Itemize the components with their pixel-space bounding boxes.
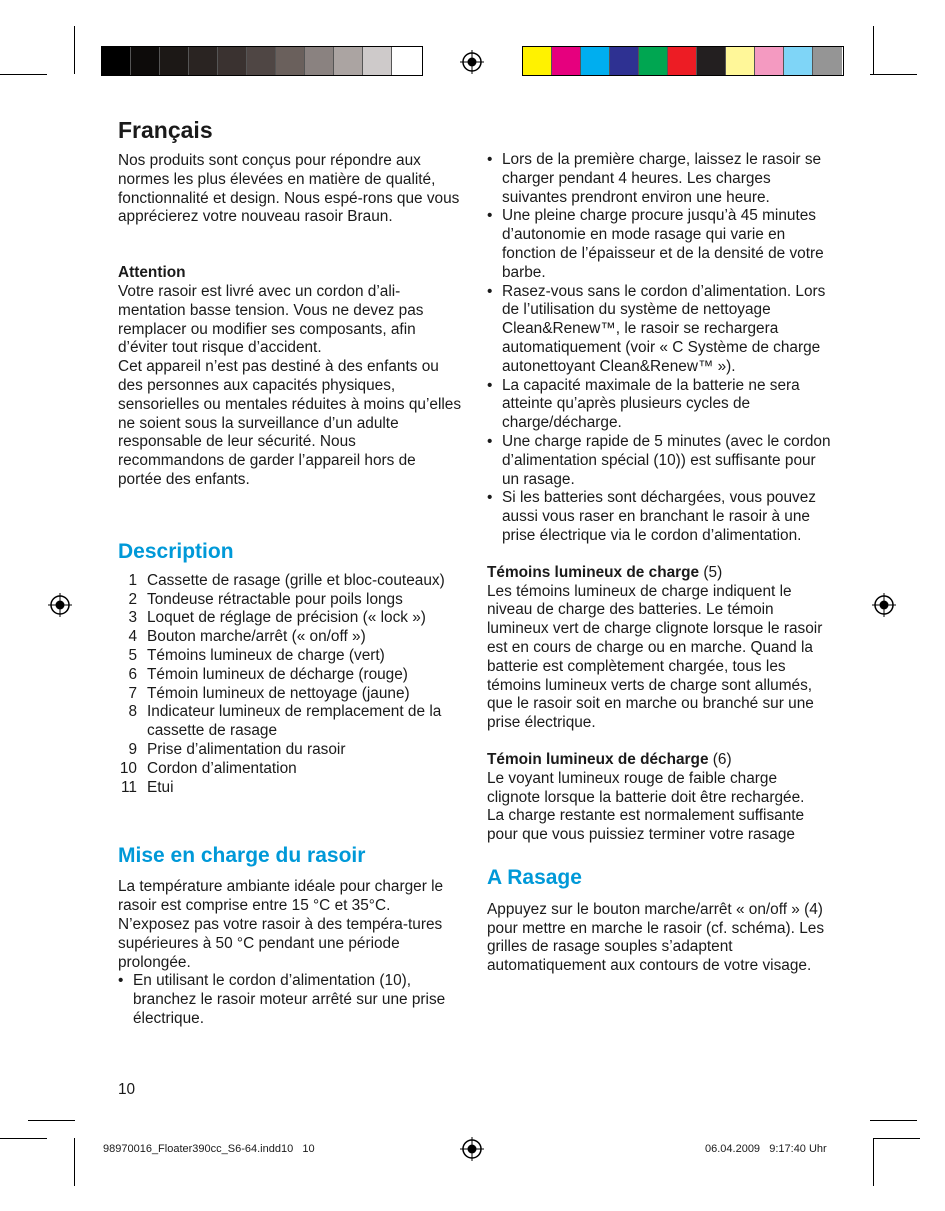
page-title: Français (118, 117, 213, 143)
color-swatch (276, 47, 305, 75)
color-swatch (160, 47, 189, 75)
color-swatch (726, 47, 755, 75)
grayscale-color-bar (101, 46, 423, 76)
discharge-heading-line (487, 751, 832, 770)
attention-paragraph: Cet appareil n’est pas destiné à des enfants ou des personnes aux capacités physiques, sensorielles ou mentales réduites à moins qu’elles ne soient sous la surveillance d’un adulte responsable de leur sécurité. Nous recommandons de garder l’appareil hors de portée des enfants. (118, 358, 462, 488)
list-item (118, 628, 463, 647)
color-swatch (784, 47, 813, 75)
list-item: • La capacité maximale de la batterie ne sera atteinte qu’après plusieurs cycles de charge/décharge. (487, 377, 832, 433)
discharge-paragraph: La charge restante est normalement suffisante pour que vous puissiez terminer votre rasage (487, 807, 805, 844)
item-number: 5 (128, 646, 137, 664)
right-column (487, 151, 832, 976)
list-item (118, 741, 463, 760)
list-item: • Une pleine charge procure jusqu’à 45 minutes d’autonomie en mode rasage qui varie en fonction de l’épaisseur et de la densité de votre barbe. (487, 207, 832, 282)
color-swatch (610, 47, 639, 75)
item-text: Indicateur lumineux de remplacement de la cassette de rasage (147, 703, 442, 740)
discharge-heading: Témoin lumineux de décharge (487, 750, 709, 768)
charging-bullet-list (118, 972, 463, 1028)
color-swatch (392, 47, 421, 75)
charge-lights-heading-line (487, 564, 832, 583)
list-item (118, 703, 463, 741)
shaving-paragraph: Appuyez sur le bouton marche/arrêt « on/off » (4) pour mettre en marche le rasoir (cf. schéma). Les grilles de rasage souples s’adaptent automatiquement aux contours de votre visage. (487, 900, 825, 975)
attention-paragraph: Votre rasoir est livré avec un cordon d’ali-mentation basse tension. Vous ne devez pas remplacer ou modifier ses composants, afin d’éviter tout risque d’accident. (118, 282, 424, 357)
item-text: Loquet de réglage de précision (« lock ») (147, 609, 426, 627)
color-swatch (334, 47, 363, 75)
list-item (118, 760, 463, 779)
item-text: Témoin lumineux de nettoyage (jaune) (147, 684, 410, 702)
description-list (118, 572, 463, 798)
item-text: Témoins lumineux de charge (vert) (147, 646, 385, 664)
list-item: • Une charge rapide de 5 minutes (avec le cordon d’alimentation spécial (10)) est suffisante pour un rasage. (487, 433, 832, 489)
charging-tips-list (487, 151, 832, 546)
charge-lights-paragraph: Les témoins lumineux de charge indiquent le niveau de charge des batteries. Le témoin lumineux vert de charge clignote lorsque le rasoir est en cours de charge ou en marche. Quand la batterie est complètement chargée, tous les témoins lumineux verts de charge sont allumés, que le rasoir soit en marche ou branché sur une prise électrique. (487, 582, 823, 732)
item-text: Tondeuse rétractable pour poils longs (147, 590, 403, 608)
color-swatch (523, 47, 552, 75)
list-item (118, 591, 463, 610)
color-swatch (639, 47, 668, 75)
list-item: • Rasez-vous sans le cordon d’alimentation. Lors de l’utilisation du système de nettoyage Clean&Renew™, le rasoir se rechargera automatiquement (voir « C Système de charge autonettoyant Clean&Renew™ »). (487, 283, 832, 377)
list-item (118, 685, 463, 704)
color-swatch (131, 47, 160, 75)
discharge-ref: (6) (708, 750, 732, 768)
footer-file-info: 98970016_Floater390cc_S6-64.indd10 10 (103, 1143, 315, 1155)
list-item (118, 779, 463, 798)
color-swatch (755, 47, 784, 75)
charge-lights-heading: Témoins lumineux de charge (487, 563, 700, 581)
color-swatch (813, 47, 842, 75)
color-swatch (668, 47, 697, 75)
color-swatch (102, 47, 131, 75)
color-swatch (189, 47, 218, 75)
page-number: 10 (118, 1081, 136, 1098)
registration-mark-icon (872, 593, 896, 617)
item-text: Prise d’alimentation du rasoir (147, 740, 346, 758)
item-number: 4 (128, 628, 137, 646)
list-item (118, 666, 463, 685)
item-number: 2 (128, 590, 137, 608)
list-item (118, 647, 463, 666)
item-number: 7 (128, 684, 137, 702)
item-text: Témoin lumineux de décharge (rouge) (147, 665, 408, 683)
item-number: 1 (128, 571, 137, 589)
item-text: Etui (147, 778, 174, 796)
color-swatch (552, 47, 581, 75)
color-swatch (581, 47, 610, 75)
item-number: 10 (119, 759, 137, 777)
item-number: 3 (128, 609, 137, 627)
item-text: Cassette de rasage (grille et bloc-couteaux) (147, 571, 445, 589)
charge-lights-ref: (5) (699, 563, 723, 581)
item-number: 8 (128, 703, 137, 721)
shaving-heading: A Rasage (487, 865, 582, 889)
list-item: • En utilisant le cordon d’alimentation (10), branchez le rasoir moteur arrêté sur une prise électrique. (118, 972, 463, 1028)
list-item (118, 609, 463, 628)
left-column (118, 116, 463, 1029)
discharge-paragraph: Le voyant lumineux rouge de faible charge clignote lorsque la batterie doit être rechargée. (487, 769, 805, 806)
color-swatch (363, 47, 392, 75)
item-text: Bouton marche/arrêt (« on/off ») (147, 628, 366, 646)
footer-timestamp: 06.04.2009 9:17:40 Uhr (705, 1143, 827, 1155)
list-item: • Lors de la première charge, laissez le rasoir se charger pendant 4 heures. Les charges suivantes prendront environ une heure. (487, 151, 832, 207)
registration-mark-icon (460, 1137, 484, 1161)
item-number: 9 (128, 740, 137, 758)
item-text: Cordon d’alimentation (147, 759, 297, 777)
item-number: 11 (121, 778, 137, 796)
charging-heading: Mise en charge du rasoir (118, 844, 366, 868)
attention-heading: Attention (118, 264, 186, 282)
process-color-bar (522, 46, 844, 76)
color-swatch (305, 47, 334, 75)
description-heading: Description (118, 539, 234, 563)
color-swatch (697, 47, 726, 75)
color-swatch (247, 47, 276, 75)
registration-mark-icon (460, 50, 484, 74)
intro-paragraph: Nos produits sont conçus pour répondre aux normes les plus élevées en matière de qualité, fonctionnalité et design. Nous espé-rons que vous apprécierez votre nouveau rasoir Braun. (118, 152, 460, 226)
charging-paragraph: La température ambiante idéale pour charger le rasoir est comprise entre 15 °C et 35°C. N’exposez pas votre rasoir à des tempéra-tures supérieures à 50 °C pendant une période prolongée. (118, 878, 444, 971)
item-number: 6 (128, 665, 137, 683)
list-item: • Si les batteries sont déchargées, vous pouvez aussi vous raser en branchant le rasoir à une prise électrique via le cordon d’alimentation. (487, 489, 832, 545)
color-swatch (218, 47, 247, 75)
registration-mark-icon (48, 593, 72, 617)
list-item (118, 572, 463, 591)
